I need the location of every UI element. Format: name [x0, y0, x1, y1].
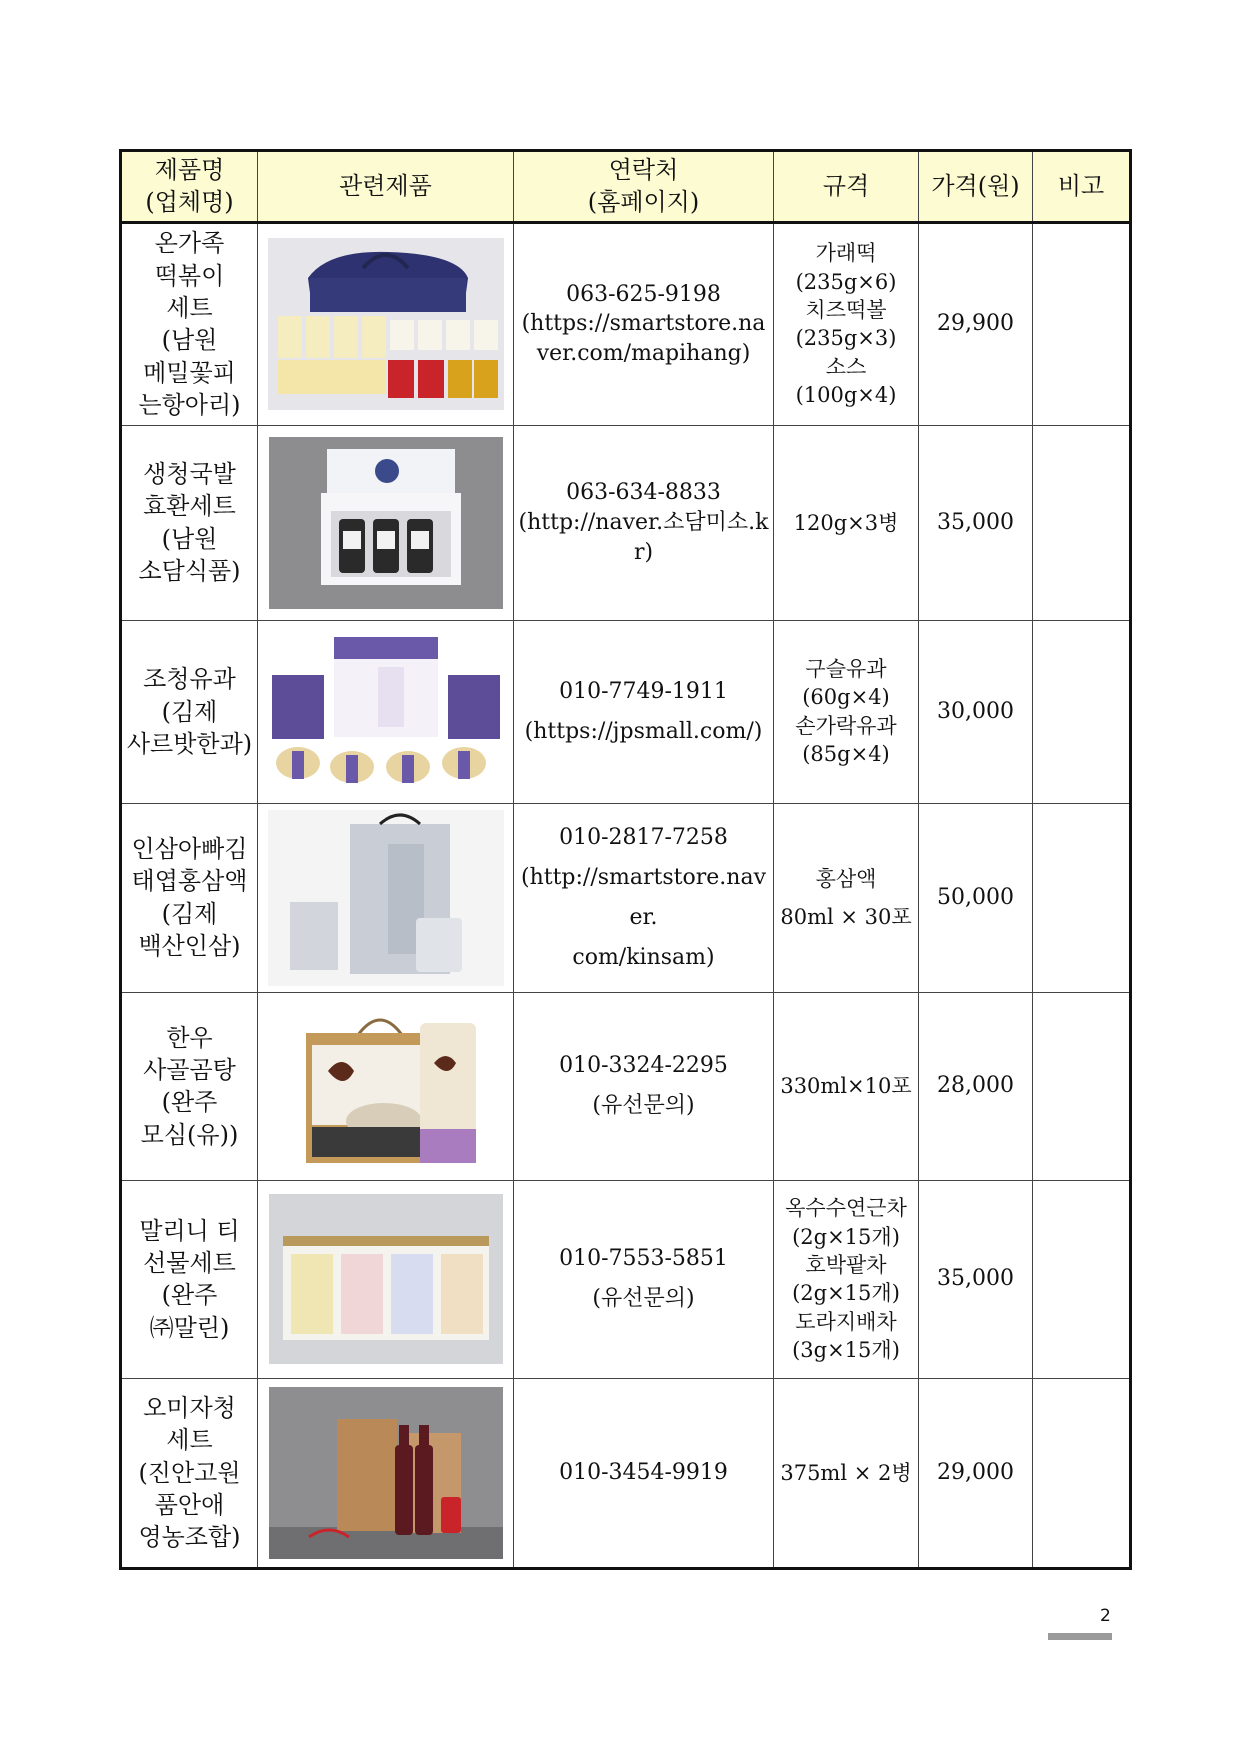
- product-photo-cell: [258, 1378, 514, 1568]
- spec-cell: 120g×3병: [774, 425, 919, 620]
- product-name-cell: 한우 사골곰탕 (완주 모심(유)): [121, 992, 258, 1180]
- cheonggukjang-jar-set-photo: [269, 437, 503, 609]
- contact-cell: 010-7749-1911 (https://jpsmall.com/): [514, 620, 774, 803]
- note-cell: [1033, 803, 1131, 992]
- omija-syrup-bottle-set-photo: [269, 1387, 503, 1559]
- table-row: [121, 222, 1131, 425]
- spec-cell: 375ml × 2병: [774, 1378, 919, 1568]
- spec-cell: 홍삼액 80ml × 30포: [774, 803, 919, 992]
- contact-cell: 010-3324-2295 (유선문의): [514, 992, 774, 1180]
- product-table: [119, 149, 1132, 1570]
- product-name-cell: 오미자청 세트 (진안고원 품안애 영농조합): [121, 1378, 258, 1568]
- header-related-product: 관련제품: [258, 151, 514, 223]
- product-photo-cell: [258, 803, 514, 992]
- price-cell: 29,900: [919, 222, 1033, 425]
- red-ginseng-extract-box-photo: [268, 810, 504, 986]
- product-photo-cell: [258, 620, 514, 803]
- table-row: [121, 425, 1131, 620]
- contact-cell: 063-625-9198 (https://smartstore.na ver.com/mapihang): [514, 222, 774, 425]
- product-photo-cell: [258, 425, 514, 620]
- product-name-cell: 인삼아빠김 태엽홍삼액 (김제 백산인삼): [121, 803, 258, 992]
- yugwa-gift-box-photo: [268, 631, 504, 793]
- price-cell: 29,000: [919, 1378, 1033, 1568]
- contact-cell: 010-3454-9919: [514, 1378, 774, 1568]
- spec-cell: 330ml×10포: [774, 992, 919, 1180]
- price-cell: 28,000: [919, 992, 1033, 1180]
- header-row: [121, 151, 1131, 223]
- contact-cell: 010-2817-7258 (http://smartstore.naver. com/kinsam): [514, 803, 774, 992]
- product-name-cell: 말리니 티 선물세트 (완주 ㈜말린): [121, 1180, 258, 1378]
- product-name-cell: 생청국발 효환세트 (남원 소담식품): [121, 425, 258, 620]
- note-cell: [1033, 222, 1131, 425]
- product-photo-cell: [258, 992, 514, 1180]
- table-row: [121, 1180, 1131, 1378]
- hanwoo-bone-soup-box-photo: [288, 1001, 484, 1171]
- price-cell: 35,000: [919, 1180, 1033, 1378]
- product-photo-cell: [258, 1180, 514, 1378]
- product-name-cell: 조청유과 (김제 사르밧한과): [121, 620, 258, 803]
- price-cell: 50,000: [919, 803, 1033, 992]
- tea-gift-set-photo: [269, 1194, 503, 1364]
- note-cell: [1033, 992, 1131, 1180]
- product-photo-cell: [258, 222, 514, 425]
- note-cell: [1033, 1180, 1131, 1378]
- note-cell: [1033, 1378, 1131, 1568]
- note-cell: [1033, 425, 1131, 620]
- page-number: 2: [1100, 1606, 1111, 1626]
- price-cell: 30,000: [919, 620, 1033, 803]
- spec-cell: 구슬유과 (60g×4) 손가락유과 (85g×4): [774, 620, 919, 803]
- contact-cell: 063-634-8833 (http://naver.소담미소.kr): [514, 425, 774, 620]
- table-row: [121, 1378, 1131, 1568]
- contact-cell: 010-7553-5851 (유선문의): [514, 1180, 774, 1378]
- header-spec: 규격: [774, 151, 919, 223]
- header-product-name: 제품명 (업체명): [121, 151, 258, 223]
- header-price: 가격(원): [919, 151, 1033, 223]
- note-cell: [1033, 620, 1131, 803]
- spec-cell: 옥수수연근차 (2g×15개) 호박팥차 (2g×15개) 도라지배차 (3g×15개): [774, 1180, 919, 1378]
- header-contact: 연락처 (홈페이지): [514, 151, 774, 223]
- price-cell: 35,000: [919, 425, 1033, 620]
- table-row: [121, 620, 1131, 803]
- table-row: [121, 803, 1131, 992]
- spec-cell: 가래떡 (235g×6) 치즈떡볼 (235g×3) 소스 (100g×4): [774, 222, 919, 425]
- page-number-underline: [1048, 1633, 1112, 1640]
- tteokbokki-gift-set-photo: [268, 238, 504, 410]
- product-name-cell: 온가족 떡볶이 세트 (남원 메밀꽃피 는항아리): [121, 222, 258, 425]
- header-note: 비고: [1033, 151, 1131, 223]
- table-row: [121, 992, 1131, 1180]
